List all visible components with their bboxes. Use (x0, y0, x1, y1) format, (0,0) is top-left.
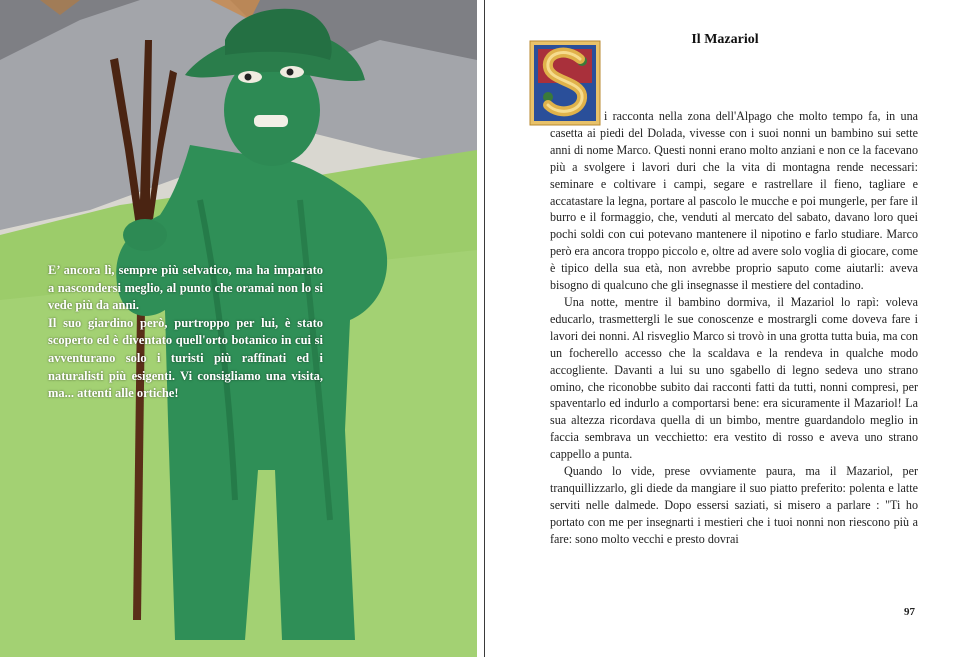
illustration-caption (48, 262, 323, 403)
page-gutter (484, 0, 485, 657)
right-page (486, 0, 964, 657)
story-paragraph (550, 108, 918, 294)
page-number: 97 (904, 606, 915, 618)
left-page (0, 0, 477, 657)
story-paragraph: Una notte, mentre il bambino dormiva, il Mazariol lo rapì: voleva educarlo, trasmettergli le sue conoscenze e mostrargli come doveva fare i lavori dei nonni. Al risveglio Marco si trovò in una grotta tutta buia, ma con un focherello accesso che la scaldava e la rendeva in qualche modo accogliente. Davanti a lui su uno sgabello di legno sedeva uno strano omino, che riconobbe subito dai racconti fatti da tutti, nonni compresi, per spaventarlo ed indurlo a comportarsi bene: era sicuramente il Mazariol! La sua altezza ricordava quella di un bimbo, mentre guardandolo meglio in faccia sembrava un vecchietto: era vestito di rosso e aveva uno strano cappello a punta. (550, 294, 918, 462)
page-title: Il Mazariol (691, 32, 759, 47)
caption-paragraph: E’ ancora lì, sempre più selvatico, ma ha imparato a nascondersi meglio, al punto che oramai non lo si vede più da anni. (48, 263, 323, 313)
first-paragraph-text: i racconta nella zona dell'Alpago che molto tempo fa, in una casetta ai piedi del Dolada, vivesse con i suoi nonni un bambino sui sette anni di nome Marco. Questi nonni erano molto anziani e non ce la facevano più a svolgere i lavori duri che la vita di montagna rende necessari: seminare e coltivare i campi, segare e rastrellare il fieno, tagliare e accatastare la legna, portare al pascolo le mucche e poi mungerle, per fare il burro e il formaggio, che, venduti al mercato del sabato, davano loro quei pochi soldi con cui potevano mantenere il nipotino e farlo studiare. Marco però era ancora troppo piccolo e, oltre ad avere solo voglia di giocare, come è tipico della sua età, non avrebbe proprio saputo come aiutarli: aveva bisogno di qualcuno che gli insegnasse il mestiere del contadino. (550, 109, 918, 293)
story-text (550, 108, 918, 548)
story-paragraph: Quando lo vide, prese ovviamente paura, ma il Mazariol, per tranquillizzarlo, gli diede da mangiare il suo piatto preferito: polenta e latte serviti nelle dalmede. Dopo essersi saziati, si misero a parlare : "Ti ho portato con me per insegnarti i mestieri che i tuoi nonni non riescono più a fare: sono molto vecchi e presto dovrai (550, 464, 918, 546)
caption-paragraph: Il suo giardino però, purtroppo per lui, è stato scoperto ed è diventato quell'orto botanico in cui si avventurano solo i turisti più raffinati ed i naturalisti più esigenti. Vi consigliamo una visita, ma... attenti alle ortiche! (48, 315, 323, 401)
